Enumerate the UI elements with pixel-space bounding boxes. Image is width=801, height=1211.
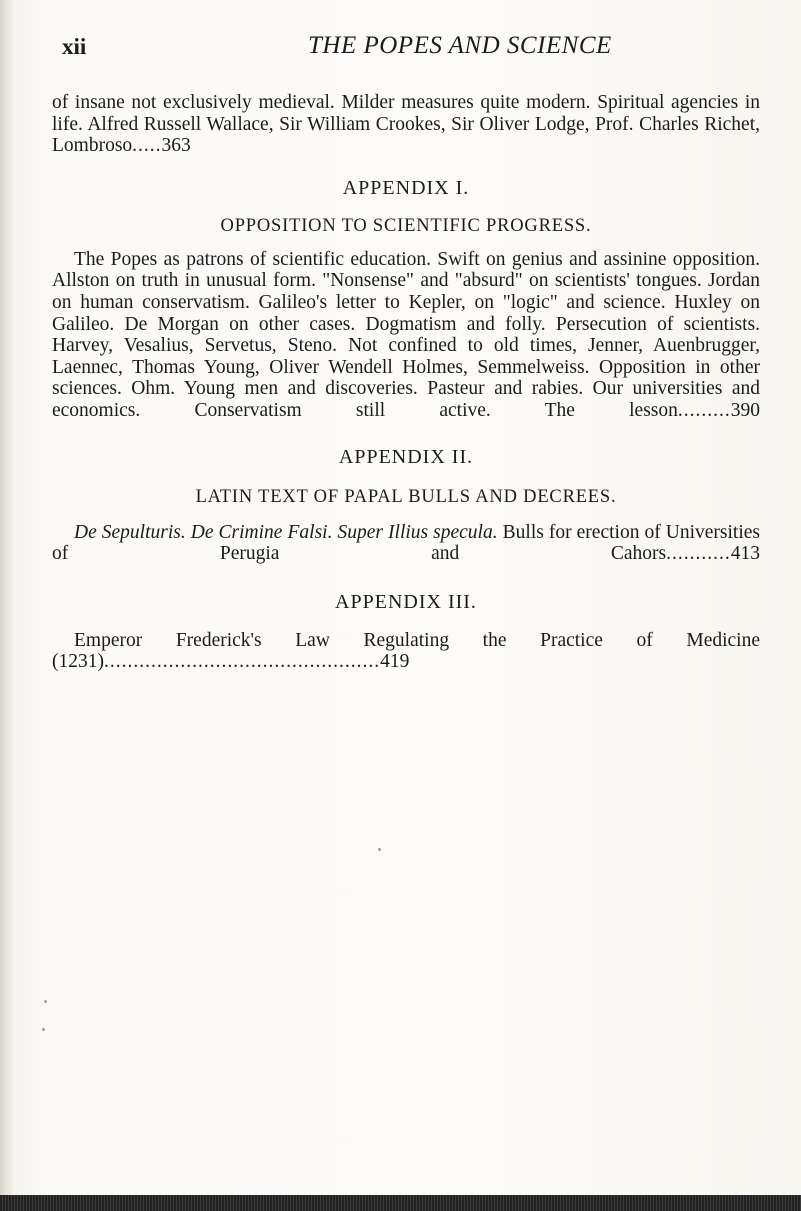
appendix-2-entry [52,522,760,565]
appendix-2-title: APPENDIX II. [338,445,474,468]
intro-entry-page: 363 [161,135,191,157]
appendix-1-title: APPENDIX I. [342,176,470,199]
appendix-2-entry-text: Bulls for erection of Universities of Perugia and Cahors [52,521,760,565]
appendix-3-entry-text: Emperor Frederick's Law Regulating the Practice of Medicine (1231) [52,629,760,673]
appendix-1-entry-leader: ......... [677,399,731,421]
intro-entry [52,92,760,157]
page-header [62,28,762,68]
paper-speck [378,848,381,851]
appendix-1-entry-text: The Popes as patrons of scientific education. Swift on genius and assinine opposition. Allston on truth in unusual form. "Nonsense" and "absurd" on scientists' tongues. Jordan on human conservatism. Galileo's letter to Kepler, on "logic" and science. Huxley on Galileo. De Morgan on other cases. Dogmatism and folly. Persecution of scientists. Harvey, Vesalius, Servetus, Steno. Not confined to old times, Jenner, Auenbrugger, Laennec, Thomas Young, Oliver Wendell Holmes, Semmelweiss. Opposition in other sciences. Ohm. Young men and discoveries. Pasteur and rabies. Our universities and economics. Conservatism still active. The lesson [52,248,760,421]
appendix-2-entry-leader: ........... [666,543,731,565]
appendix-3-entry-page: 419 [380,651,410,673]
page-number: xii [62,34,87,59]
appendix-1-subtitle: OPPOSITION TO SCIENTIFIC PROGRESS. [220,215,592,236]
intro-entry-leader: ..... [132,135,162,157]
appendix-2-entry-latin-titles: De Sepulturis. De Crimine Falsi. Super Illius specula. [74,521,498,543]
appendix-3-entry-leader: ............................................... [104,651,381,673]
paper-speck [44,1000,47,1003]
appendix-1-entry [52,249,760,422]
paper-speck [42,1028,45,1031]
appendix-3-entry [52,630,760,673]
appendix-3-title: APPENDIX III. [335,590,477,613]
intro-entry-text: of insane not exclusively medieval. Milder measures quite modern. Spiritual agencies in life. Alfred Russell Wallace, Sir William Crookes, Sir Oliver Lodge, Prof. Charles Richet, Lombroso [52,92,760,157]
page-gutter-shadow [0,0,14,1211]
appendix-1-entry-page: 390 [730,399,760,421]
running-title: THE POPES AND SCIENCE [308,32,612,59]
contents-text [52,92,760,673]
appendix-2-entry-page: 413 [730,543,760,565]
scan-edge-strip [0,1195,801,1211]
appendix-2-subtitle: LATIN TEXT OF PAPAL BULLS AND DECREES. [195,486,617,507]
